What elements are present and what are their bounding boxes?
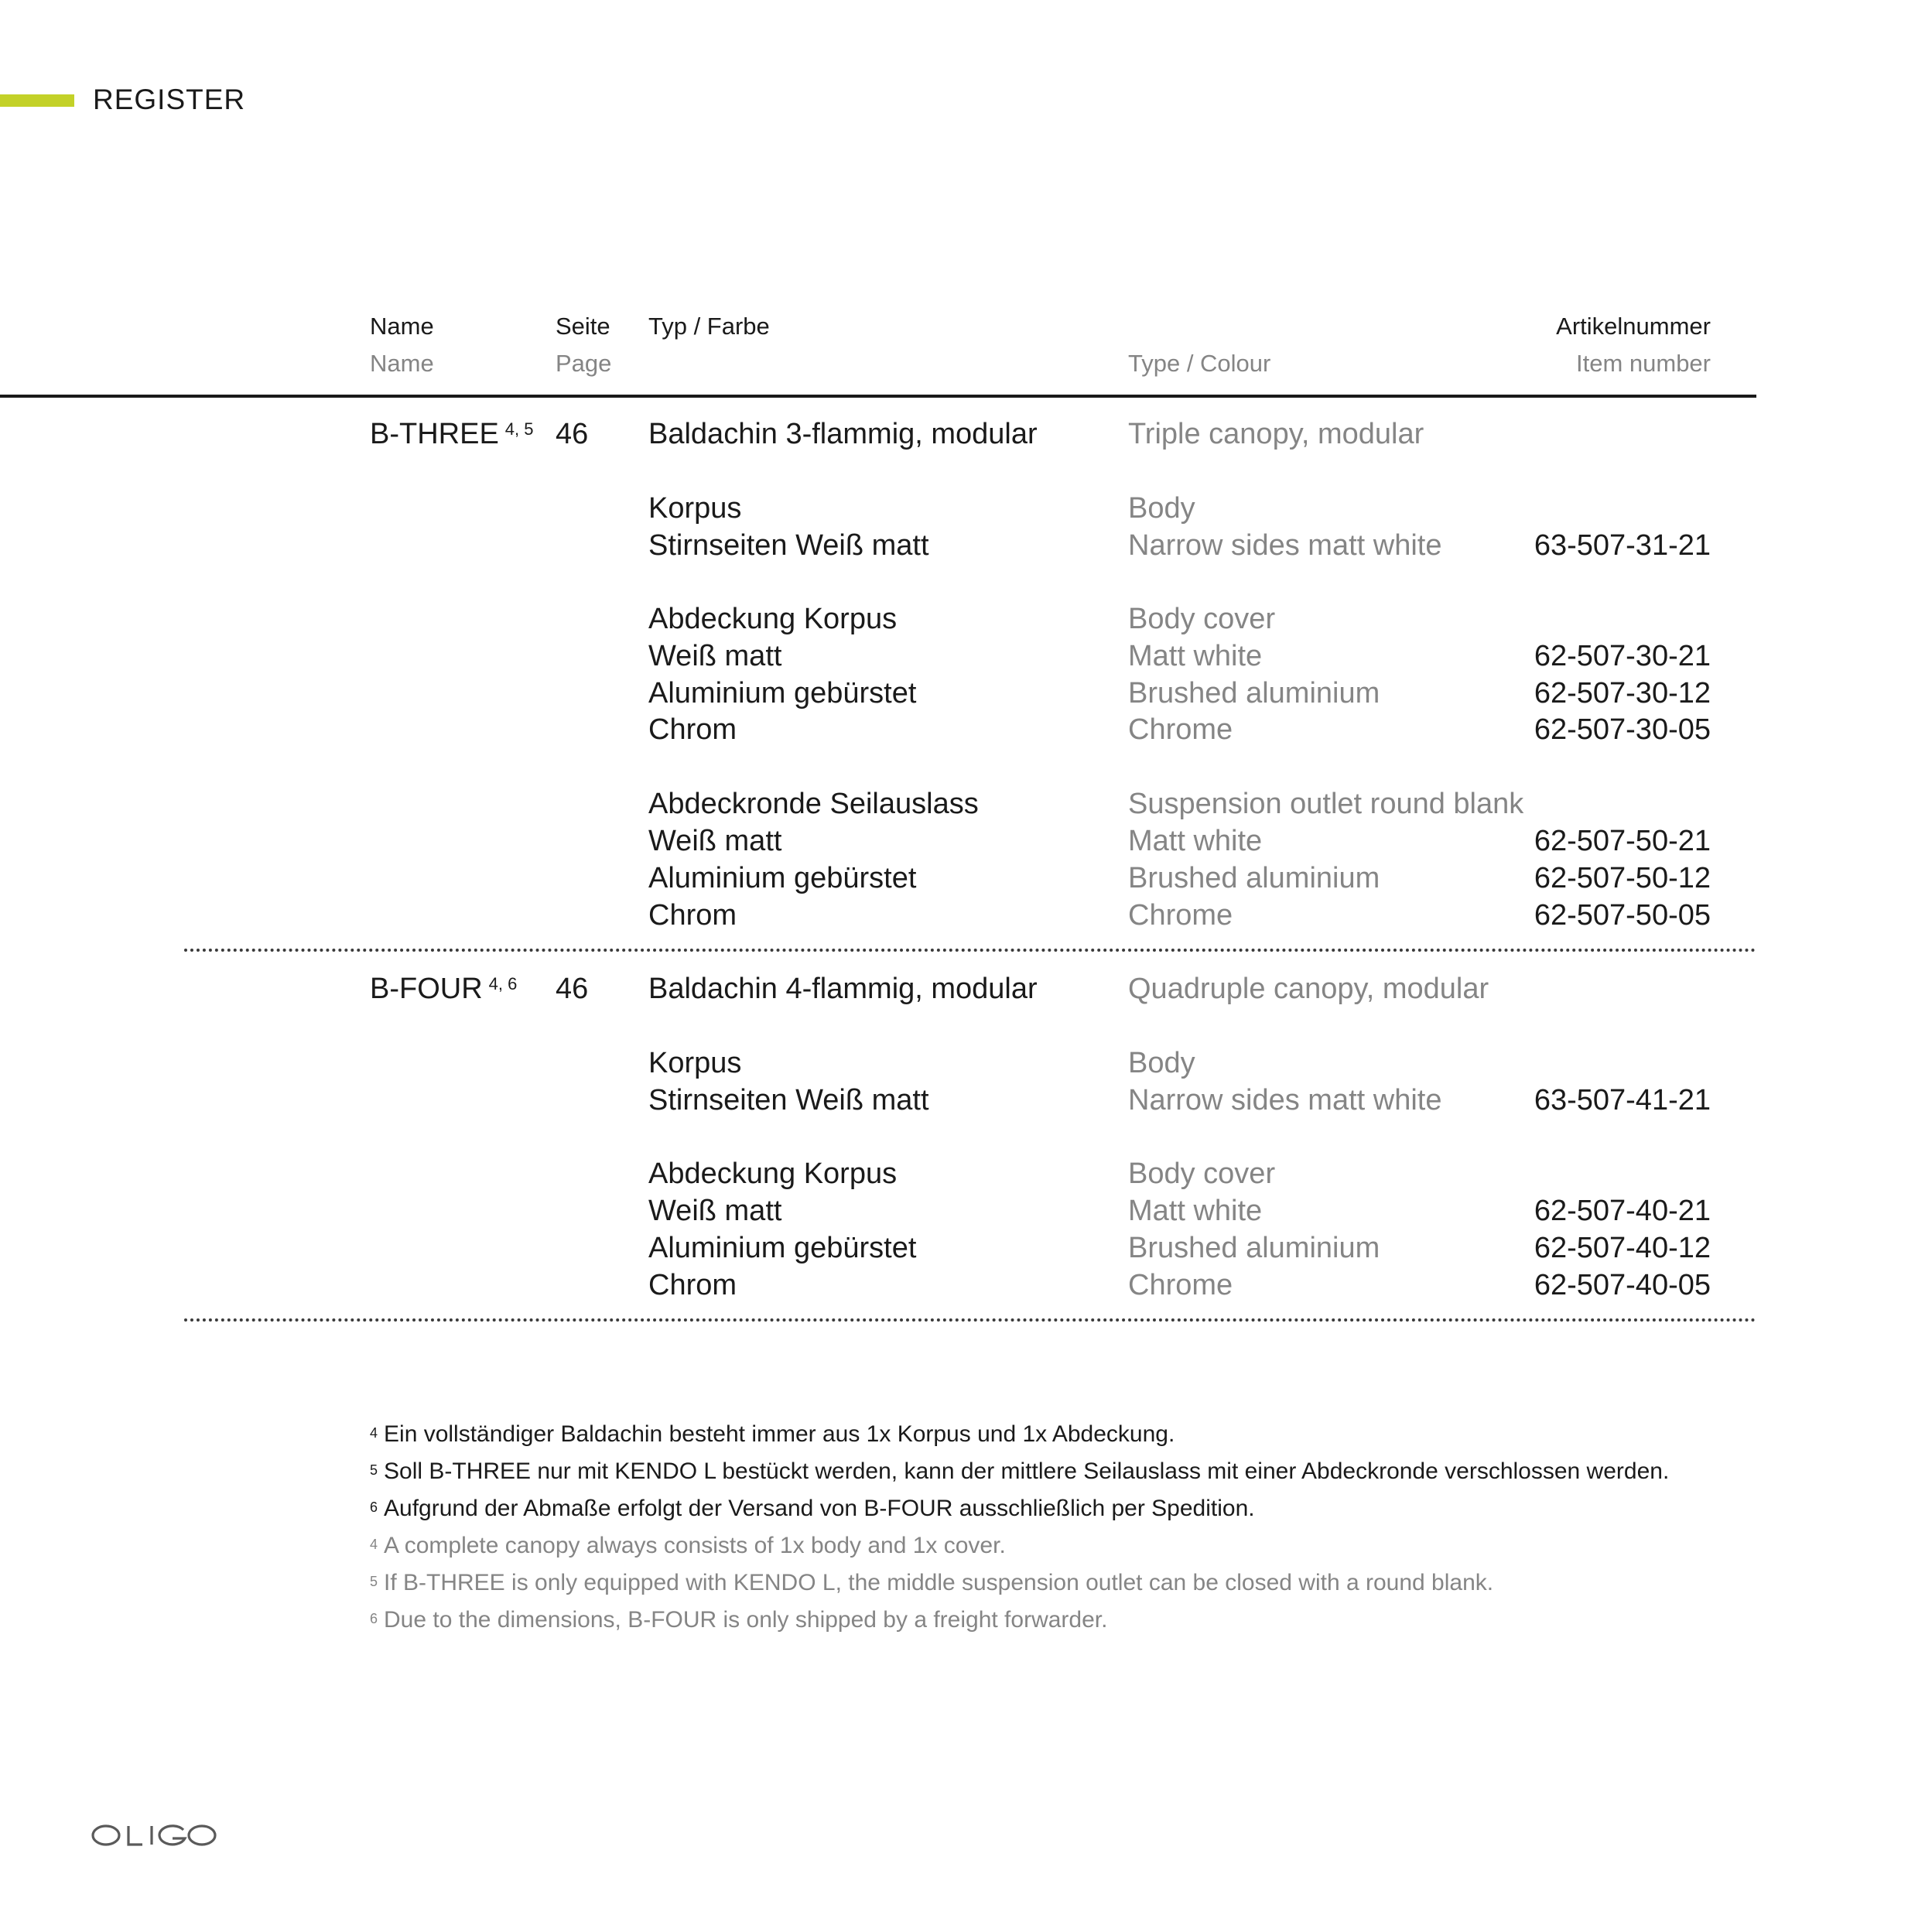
- type-de: Chrom: [648, 713, 737, 746]
- footnote-ref: 4, 5: [504, 419, 534, 439]
- section-accent-bar: [0, 94, 74, 107]
- type-de: Baldachin 4-flammig, modular: [648, 973, 1038, 1005]
- footnote-en-4: $^4$ A complete canopy always consists of 1x body and 1x cover.: [370, 1533, 1006, 1558]
- type-en: Suspension outlet round blank: [1128, 788, 1524, 820]
- footnote-en-6: $^6$ Due to the dimensions, B-FOUR is only shipped by a freight forwarder.: [370, 1607, 1108, 1633]
- type-de: Stirnseiten Weiß matt: [648, 1084, 929, 1116]
- type-de: Chrom: [648, 899, 737, 932]
- row-divider: [184, 949, 1756, 952]
- footnote-de-4: $^4$ Ein vollständiger Baldachin besteht immer aus 1x Korpus und 1x Abdeckung.: [370, 1421, 1175, 1447]
- product-page: 46: [556, 418, 589, 450]
- type-en: Brushed aluminium: [1128, 862, 1380, 894]
- type-en: Body: [1128, 1047, 1195, 1079]
- type-en: Matt white: [1128, 1195, 1263, 1227]
- type-de: Abdeckung Korpus: [648, 603, 898, 635]
- header-page-de: Seite: [556, 313, 610, 340]
- type-en: Matt white: [1128, 640, 1263, 672]
- type-de: Aluminium gebürstet: [648, 677, 917, 710]
- row-divider: [184, 1318, 1756, 1322]
- type-de: Baldachin 3-flammig, modular: [648, 418, 1038, 450]
- type-de: Abdeckronde Seilauslass: [648, 788, 979, 820]
- type-en: Body cover: [1128, 1157, 1276, 1190]
- header-rule: [0, 395, 1756, 398]
- header-type-de: Typ / Farbe: [648, 313, 770, 340]
- type-de: Weiß matt: [648, 640, 782, 672]
- product-page: 46: [556, 973, 589, 1005]
- item-number: 62-507-50-05: [1534, 899, 1711, 932]
- type-de: Aluminium gebürstet: [648, 1232, 917, 1264]
- oligo-logo: [91, 1820, 217, 1851]
- item-number: 63-507-41-21: [1534, 1084, 1711, 1116]
- item-number: 62-507-40-05: [1534, 1269, 1711, 1301]
- type-de: Aluminium gebürstet: [648, 862, 917, 894]
- footnote-ref: 4, 6: [488, 974, 518, 993]
- item-number: 62-507-30-21: [1534, 640, 1711, 672]
- type-de: Weiß matt: [648, 1195, 782, 1227]
- type-de: Korpus: [648, 492, 742, 525]
- product-name: B-FOUR $^{4, 6}$: [370, 973, 518, 1005]
- type-en: Body cover: [1128, 603, 1276, 635]
- type-en: Chrome: [1128, 713, 1233, 746]
- type-de: Korpus: [648, 1047, 742, 1079]
- type-en: Body: [1128, 492, 1195, 525]
- item-number: 62-507-40-12: [1534, 1232, 1711, 1264]
- header-item-en: Item number: [1575, 350, 1711, 377]
- header-type-en: Type / Colour: [1128, 350, 1271, 377]
- item-number: 62-507-50-12: [1534, 862, 1711, 894]
- type-en: Brushed aluminium: [1128, 677, 1380, 710]
- section-title: REGISTER: [93, 84, 246, 115]
- footnote-de-5: $^5$ Soll B-THREE nur mit KENDO L bestückt werden, kann der mittlere Seilauslass mit einer Abdeckronde verschlossen werden.: [370, 1458, 1670, 1484]
- item-number: 62-507-30-12: [1534, 677, 1711, 710]
- product-name: B-THREE $^{4, 5}$: [370, 418, 534, 450]
- type-en: Matt white: [1128, 825, 1263, 857]
- header-item-de: Artikelnummer: [1556, 313, 1711, 340]
- type-de: Chrom: [648, 1269, 737, 1301]
- type-en: Narrow sides matt white: [1128, 1084, 1442, 1116]
- type-en: Brushed aluminium: [1128, 1232, 1380, 1264]
- type-de: Weiß matt: [648, 825, 782, 857]
- type-en: Chrome: [1128, 899, 1233, 932]
- item-number: 62-507-30-05: [1534, 713, 1711, 746]
- type-en: Narrow sides matt white: [1128, 529, 1442, 562]
- type-de: Stirnseiten Weiß matt: [648, 529, 929, 562]
- type-en: Triple canopy, modular: [1128, 418, 1424, 450]
- header-page-en: Page: [556, 350, 612, 377]
- item-number: 62-507-40-21: [1534, 1195, 1711, 1227]
- type-en: Chrome: [1128, 1269, 1233, 1301]
- footnote-en-5: $^5$ If B-THREE is only equipped with KENDO L, the middle suspension outlet can be closed with a round blank.: [370, 1570, 1494, 1595]
- item-number: 62-507-50-21: [1534, 825, 1711, 857]
- type-de: Abdeckung Korpus: [648, 1157, 898, 1190]
- header-name-en: Name: [370, 350, 434, 377]
- type-en: Quadruple canopy, modular: [1128, 973, 1489, 1005]
- header-name-de: Name: [370, 313, 434, 340]
- item-number: 63-507-31-21: [1534, 529, 1711, 562]
- footnote-de-6: $^6$ Aufgrund der Abmaße erfolgt der Versand von B-FOUR ausschließlich per Spedition.: [370, 1496, 1255, 1521]
